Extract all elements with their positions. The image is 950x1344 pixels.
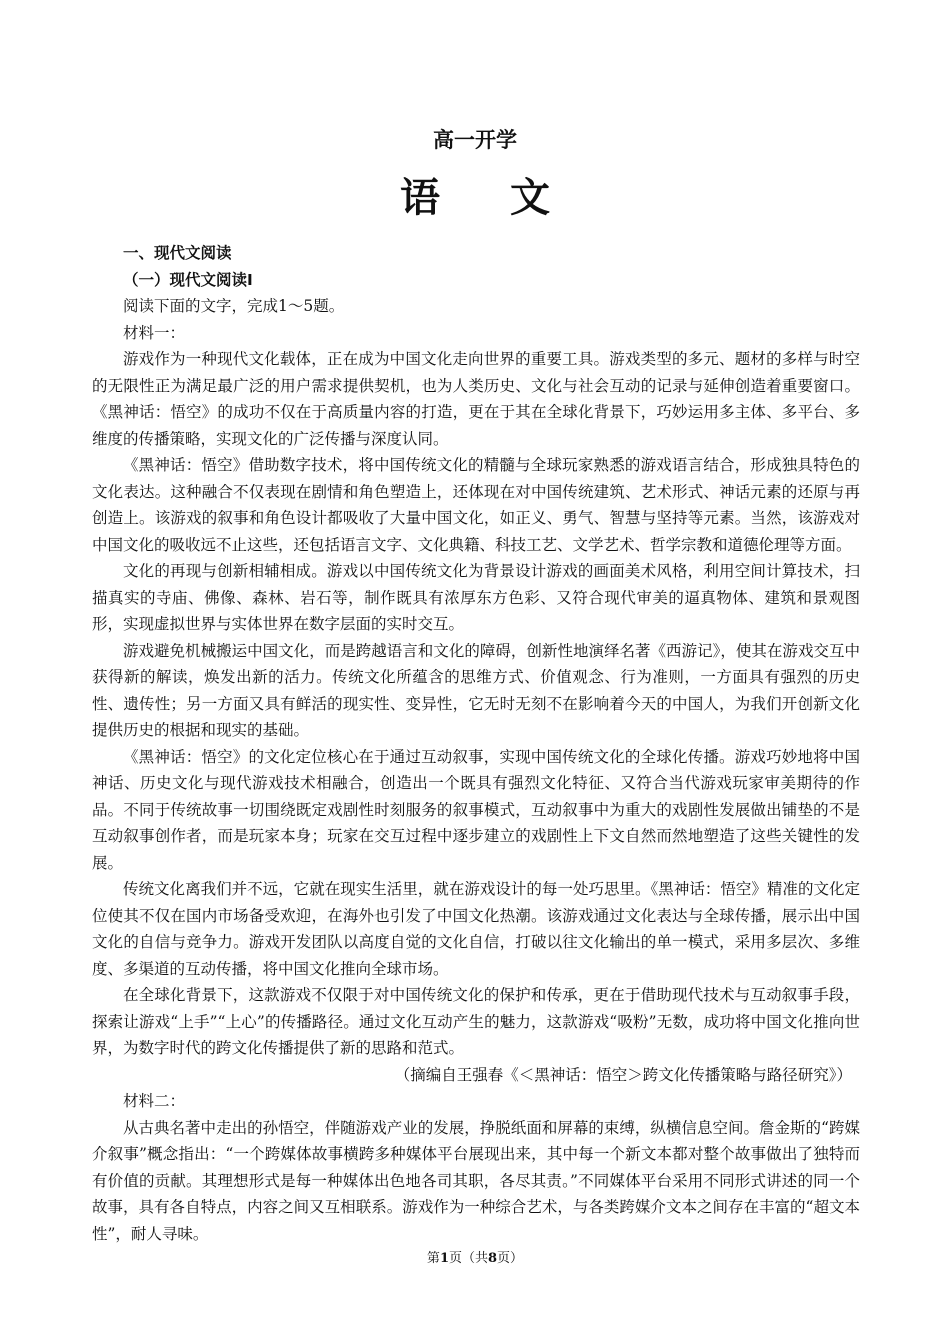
- exam-title: 语 文: [400, 175, 578, 221]
- section-heading: 一、现代文阅读: [123, 244, 232, 262]
- material2-paragraph-1: 从古典名著中走出的孙悟空，伴随游戏产业的发展，挣脱纸面和屏幕的束缚，纵横信息空间。詹金斯的“跨媒介叙事”概念指出：“一个跨媒体故事横跨多种媒体平台展现出来，其中每一个新文本都对整个故事做出了独特而有价值的贡献。其理想形式是每一种媒体出色地各司其职，各尽其责。”不同媒体平台采用不同形式讲述的同一个故事，具有各自特点，内容之间又互相联系。游戏作为一种综合艺术，与各类跨媒介文本之间存在丰富的“超文本性”，耐人寻味。: [92, 1118, 860, 1243]
- section-subheading: （一）现代文阅读Ⅰ: [123, 270, 253, 289]
- page-footer: [0, 1247, 950, 1266]
- footer-prefix: 第: [426, 1251, 440, 1266]
- material1-source: （摘编自王强春《＜黑神话：悟空＞跨文化传播策略与路径研究》）: [394, 1065, 852, 1084]
- exam-content: [92, 240, 860, 1247]
- material1-paragraph-5: 《黑神话：悟空》的文化定位核心在于通过互动叙事，实现中国传统文化的全球化传播。游戏巧妙地将中国神话、历史文化与现代游戏技术相融合，创造出一个既具有强烈文化特征、又符合当代游戏玩家审美期待的作品。不同于传统故事一切围绕既定戏剧性时刻服务的叙事模式，互动叙事中为重大的戏剧性发展做出铺垫的不是互动叙事创作者，而是玩家本身；玩家在交互过程中逐步建立的戏剧性上下文自然而然地塑造了这些关键性的发展。: [92, 747, 860, 872]
- material1-paragraph-7: 在全球化背景下，这款游戏不仅限于对中国传统文化的保护和传承，更在于借助现代技术与互动叙事手段，探索让游戏“上手”“上心”的传播路径。通过文化互动产生的魅力，这款游戏“吸粉”无数，成功将中国文化推向世界，为数字时代的跨文化传播提供了新的思路和范式。: [92, 986, 860, 1057]
- material1-paragraph-6: 传统文化离我们并不远，它就在现实生活里，就在游戏设计的每一处巧思里。《黑神话：悟空》精准的文化定位使其不仅在国内市场备受欢迎，在海外也引发了中国文化热潮。该游戏通过文化表达与全球传播，展示出中国文化的自信与竞争力。游戏开发团队以高度自觉的文化自信，打破以往文化输出的单一模式，采用多层次、多维度、多渠道的互动传播，将中国文化推向全球市场。: [92, 880, 860, 978]
- footer-total-pages: 8: [488, 1251, 498, 1266]
- footer-page-number: 1: [439, 1251, 449, 1266]
- material1-paragraph-4: 游戏避免机械搬运中国文化，而是跨越语言和文化的障碍，创新性地演绎名著《西游记》，使其在游戏交互中获得新的解读，焕发出新的活力。传统文化所蕴含的思维方式、价值观念、行为准则，一方面具有强烈的历史性、遗传性；另一方面又具有鲜活的现实性、变异性，它无时无刻不在影响着今天的中国人，为我们开创新文化提供历史的根据和现实的基础。: [92, 641, 860, 739]
- material1-paragraph-3: 文化的再现与创新相辅相成。游戏以中国传统文化为背景设计游戏的画面美术风格，利用空间计算技术，扫描真实的寺庙、佛像、森林、岩石等，制作既具有浓厚东方色彩、又符合现代审美的逼真物体、建筑和景观图形，实现虚拟世界与实体世界在数字层面的实时交互。: [92, 562, 860, 633]
- material1-paragraph-1: 游戏作为一种现代文化载体，正在成为中国文化走向世界的重要工具。游戏类型的多元、题材的多样与时空的无限性正为满足最广泛的用户需求提供契机，也为人类历史、文化与社会互动的记录与延伸创造着重要窗口。《黑神话：悟空》的成功不仅在于高质量内容的打造，更在于其在全球化背景下，巧妙运用多主体、多平台、多维度的传播策略，实现文化的广泛传播与深度认同。: [92, 350, 860, 448]
- material2-label: 材料二：: [123, 1092, 186, 1110]
- instruction-text: 阅读下面的文字，完成1～5题。: [123, 297, 345, 315]
- footer-suffix: 页）: [497, 1251, 524, 1266]
- footer-middle: 页（共: [448, 1251, 488, 1266]
- material1-label: 材料一：: [123, 323, 186, 342]
- material1-paragraph-2: 《黑神话：悟空》借助数字技术，将中国传统文化的精髓与全球玩家熟悉的游戏语言结合，形成独具特色的文化表达。这种融合不仅表现在剧情和角色塑造上，还体现在对中国传统建筑、艺术形式、神话元素的还原与再创造上。该游戏的叙事和角色设计都吸收了大量中国文化，如正义、勇气、智慧与坚持等元素。当然，该游戏对中国文化的吸收远不止这些，还包括语言文字、文化典籍、科技工艺、文学艺术、哲学宗教和道德伦理等方面。: [92, 456, 860, 554]
- exam-subtitle: 高一开学: [433, 128, 517, 152]
